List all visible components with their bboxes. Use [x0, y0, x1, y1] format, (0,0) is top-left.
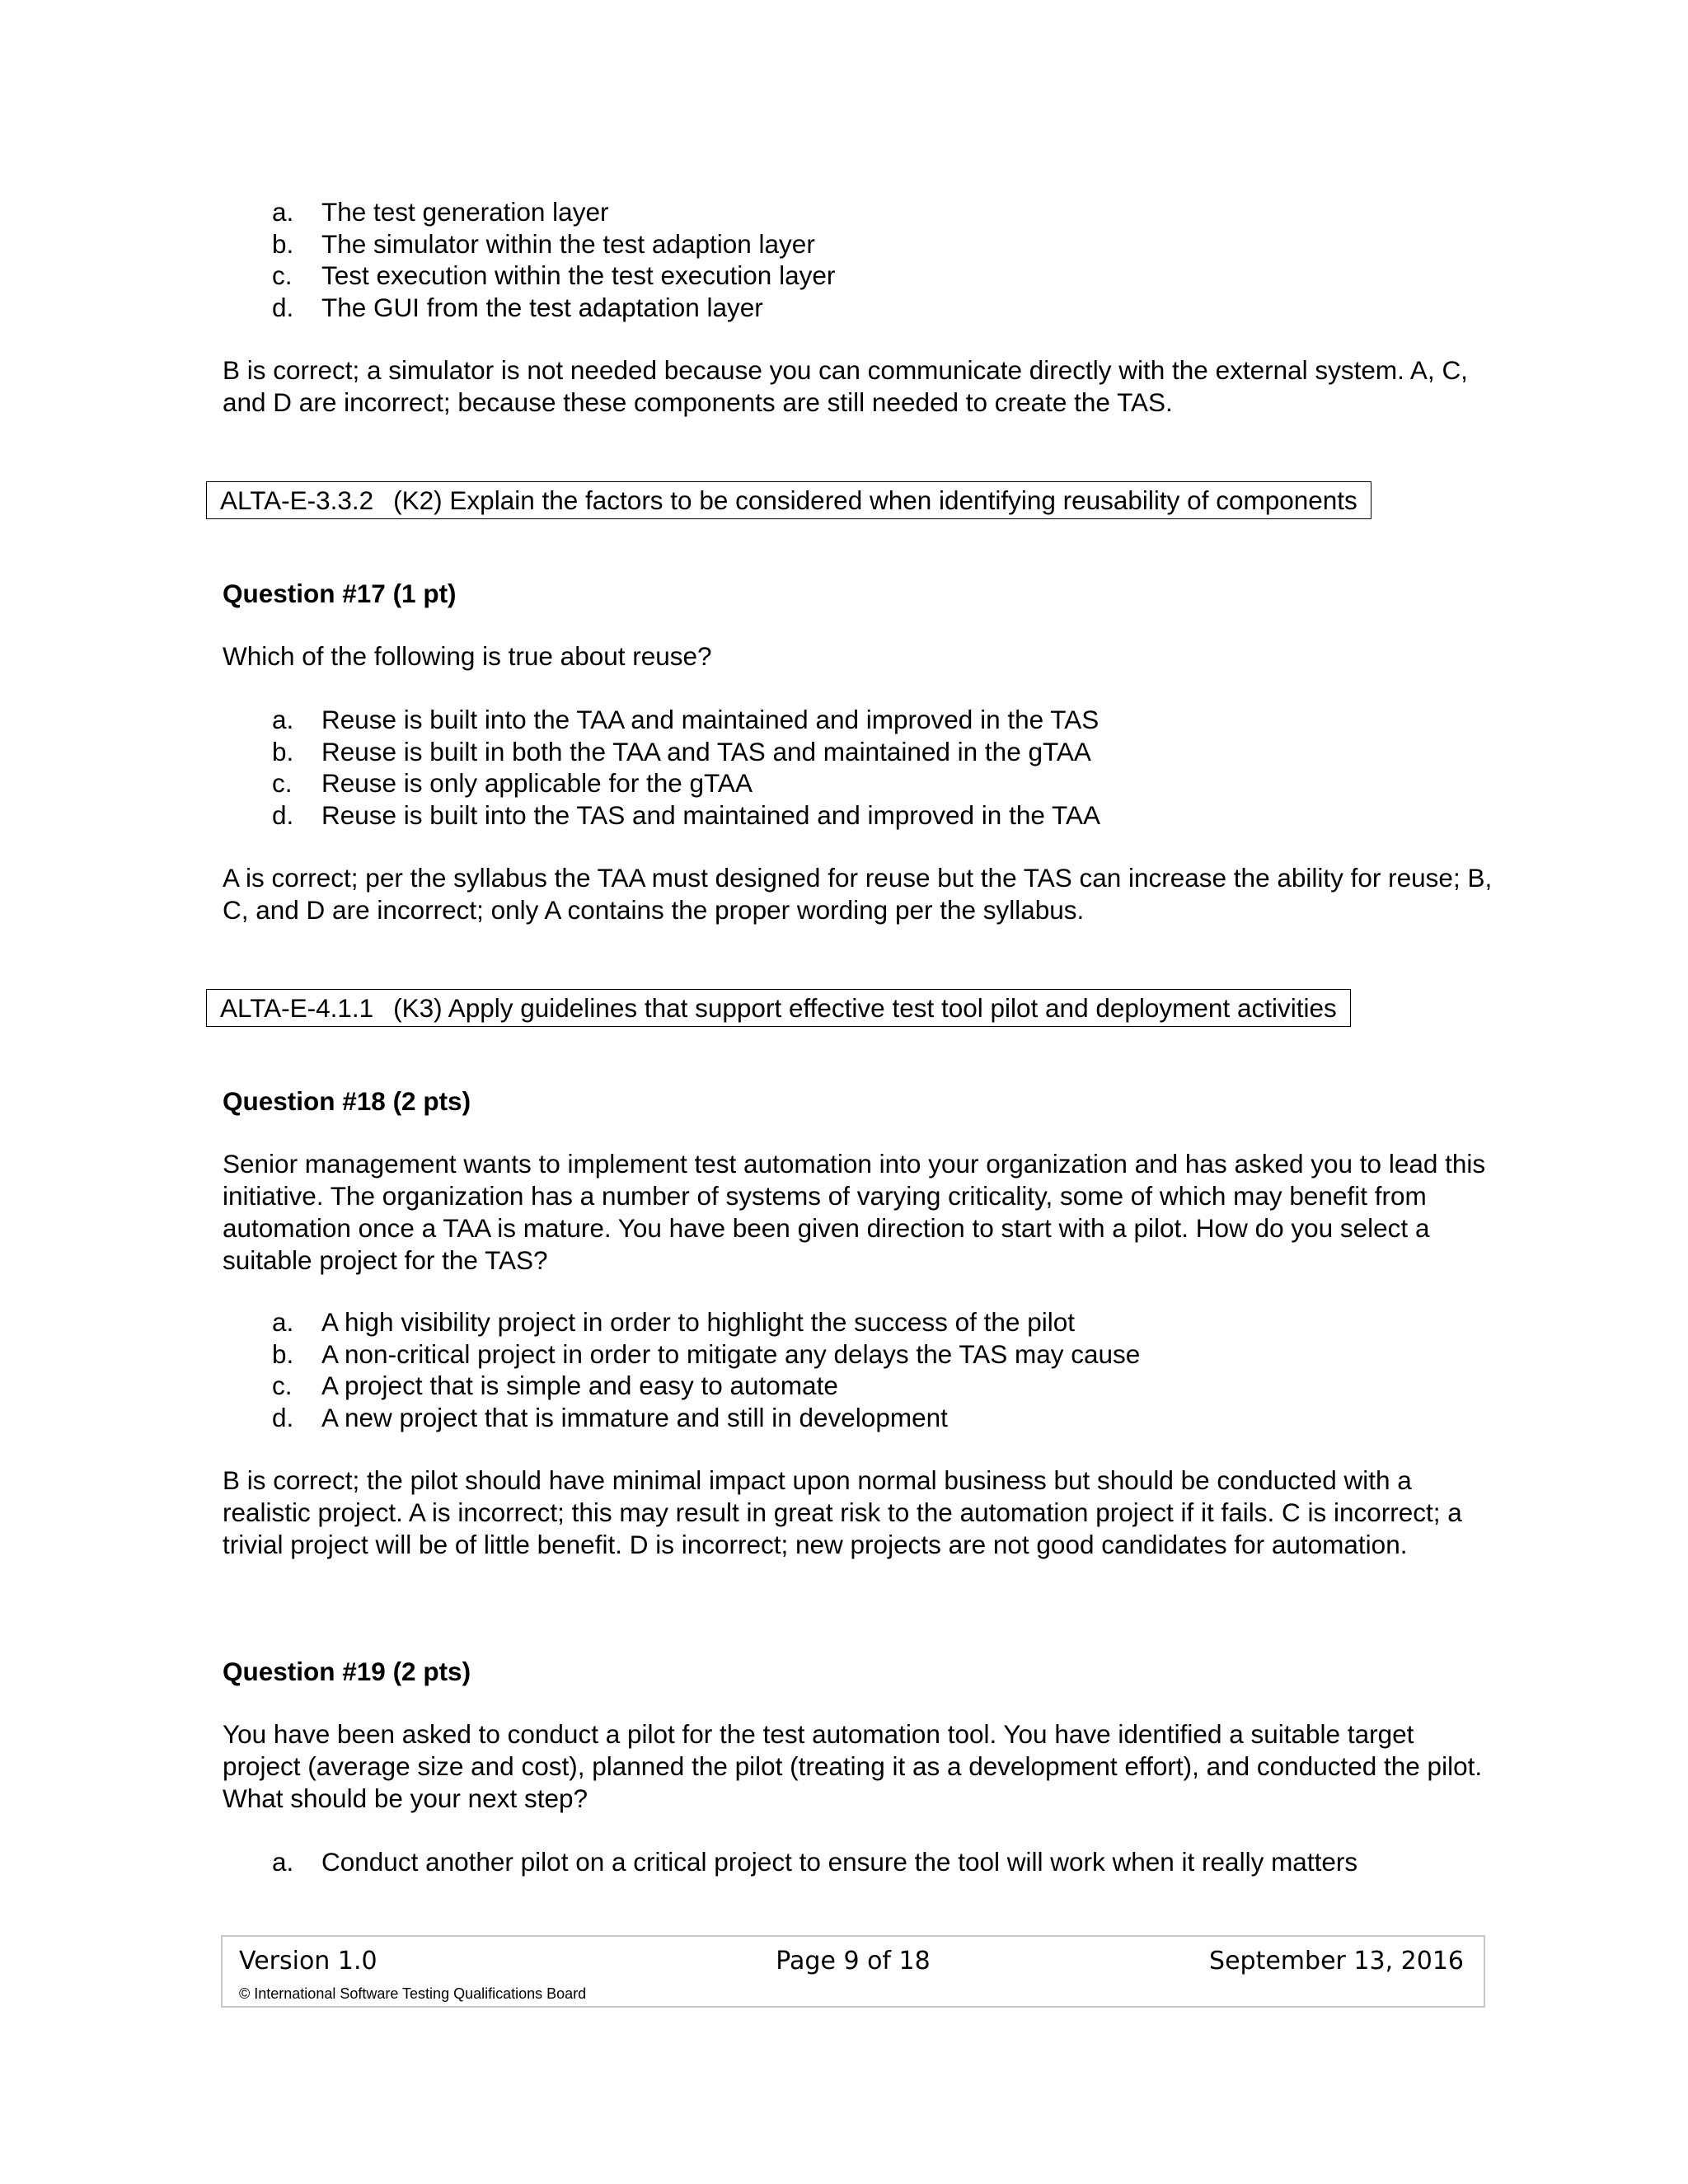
option-c: c. Reuse is only applicable for the gTAA	[272, 768, 753, 798]
question-17-heading: Question #17 (1 pt)	[223, 579, 457, 608]
option-d: d. Reuse is built into the TAS and maintained and improved in the TAA	[272, 799, 1100, 830]
page-footer	[221, 1935, 1485, 2008]
option-b: b. A non-critical project in order to mitigate any delays the TAS may cause	[272, 1338, 1141, 1369]
question-17-stem: Which of the following is true about reuse?	[223, 641, 712, 671]
option-a: a. Reuse is built into the TAA and maintained and improved in the TAS	[272, 705, 1100, 734]
option-b: b. The simulator within the test adaption layer	[272, 228, 815, 259]
objective-code: ALTA-E-4.1.1	[220, 993, 374, 1023]
learning-objective-box	[206, 989, 1351, 1027]
option-c: c. Test execution within the test execution layer	[272, 260, 836, 290]
objective-text: (K3) Apply guidelines that support effective test tool pilot and deployment activities	[393, 993, 1337, 1023]
option-a: a. A high visibility project in order to highlight the success of the pilot	[272, 1307, 1075, 1337]
question-17-options	[223, 704, 1498, 831]
objective-text: (K2) Explain the factors to be considered when identifying reusability of components	[393, 485, 1357, 515]
previous-question-options	[223, 196, 1498, 323]
question-18-options	[223, 1306, 1498, 1433]
question-19-options	[223, 1846, 1498, 1878]
option-c: c. A project that is simple and easy to automate	[272, 1371, 838, 1400]
question-19-stem: You have been asked to conduct a pilot for the test automation tool. You have identified a suitable target project (average size and cost), planned the pilot (treating it as a development effort), and conducted the pilot. What should be your next step?	[223, 1719, 1483, 1813]
objective-code: ALTA-E-3.3.2	[220, 485, 374, 515]
previous-question-answer: B is correct; a simulator is not needed because you can communicate directly with the external system. A, C, and D are incorrect; because these components are still needed to create the TAS.	[223, 355, 1468, 417]
question-18-answer: B is correct; the pilot should have minimal impact upon normal business but should be conducted with a realistic project. A is incorrect; this may result in great risk to the automation project if it fails. C is incorrect; a trivial project will be of little benefit. D is incorrect; new projects are not good candidates for automation.	[223, 1465, 1462, 1559]
option-b: b. Reuse is built in both the TAA and TAS and maintained in the gTAA	[272, 736, 1091, 766]
question-18-stem: Senior management wants to implement test automation into your organization and has asked you to lead this initiative. The organization has a number of systems of varying criticality, some of which may benefit from automation once a TAA is mature. You have been given direction to start with a pilot. How do you select a suitable project for the TAS?	[223, 1149, 1486, 1275]
option-a: a. The test generation layer	[272, 197, 609, 227]
question-17-answer: A is correct; per the syllabus the TAA must designed for reuse but the TAS can increase the ability for reuse; B, C, and D are incorrect; only A contains the proper wording per the syllabus.	[223, 863, 1493, 925]
learning-objective-box	[206, 481, 1372, 519]
date-label: September 13, 2016	[1209, 1947, 1464, 1975]
option-d: d. A new project that is immature and still in development	[272, 1402, 948, 1432]
option-d: d. The GUI from the test adaptation layer	[272, 292, 763, 322]
question-18-heading: Question #18 (2 pts)	[223, 1086, 471, 1116]
version-label: Version 1.0	[239, 1947, 377, 1975]
copyright-notice: © International Software Testing Qualifications Board	[239, 1985, 587, 2002]
page-number: Page 9 of 18	[776, 1947, 931, 1975]
option-a: a. Conduct another pilot on a critical project to ensure the tool will work when it really matters	[272, 1847, 1358, 1877]
question-19-heading: Question #19 (2 pts)	[223, 1657, 471, 1686]
